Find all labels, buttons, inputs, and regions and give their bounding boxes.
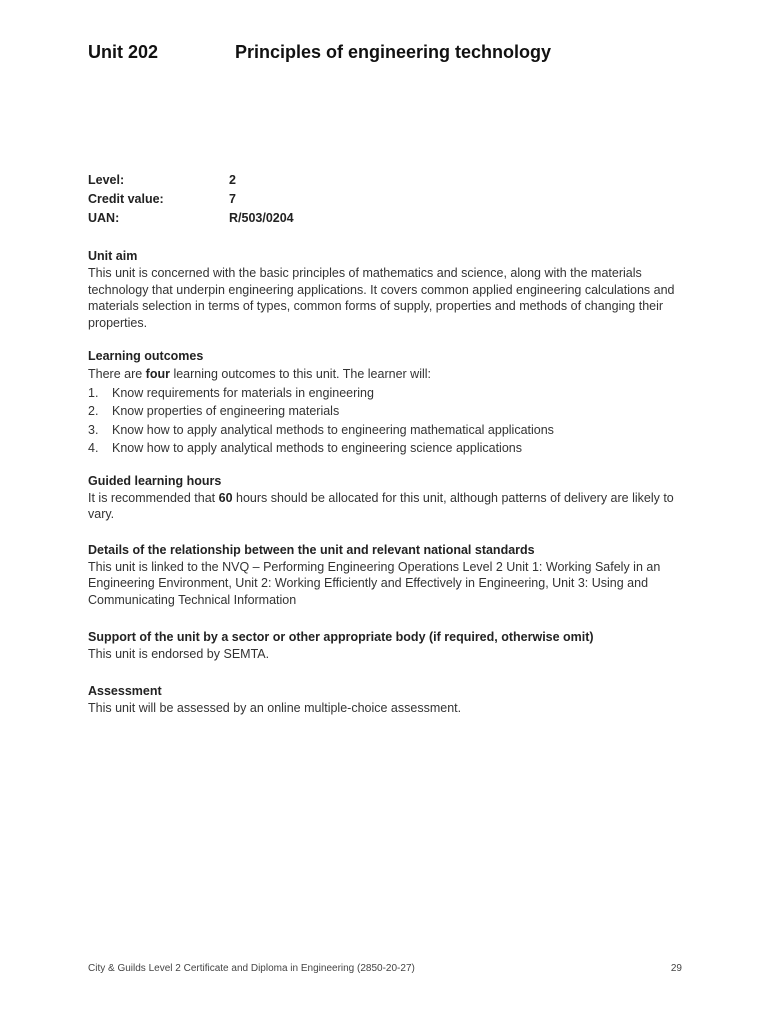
uan-row [88,211,488,230]
list-item [88,421,688,440]
unit-aim-heading: Unit aim [88,249,138,263]
list-item [88,402,688,421]
level-row [88,173,488,192]
list-item [88,439,688,458]
learning-outcomes-heading: Learning outcomes [88,349,204,363]
footer-title: City & Guilds Level 2 Certificate and Diploma in Engineering (2850-20-27) [88,963,415,974]
learning-outcomes-intro [88,365,688,384]
level-label: Level: [88,173,125,187]
guided-hours-text [88,490,688,523]
unit-number: Unit 202 [88,42,159,62]
list-item-number: 2. [88,404,99,418]
support-heading: Support of the unit by a sector or other appropriate body (if required, otherwise omit) [88,630,594,644]
document-content [88,248,688,716]
assessment-heading: Assessment [88,683,162,698]
list-item-number: 1. [88,385,99,400]
intro-text-after: learning outcomes to this unit. The learner will: [169,367,431,381]
assessment-section [88,683,688,717]
national-standards-heading: Details of the relationship between the unit and relevant national standards [88,542,535,557]
assessment-text: This unit will be assessed by an online multiple-choice assessment. [88,700,462,715]
support-text: This unit is endorsed by SEMTA. [88,647,270,661]
intro-text-before: There are [88,367,146,381]
list-item-number: 3. [88,422,99,437]
unit-title: Principles of engineering technology [235,42,552,62]
uan-label: UAN: [88,211,120,225]
national-standards-text: This unit is linked to the NVQ – Performing Engineering Operations Level 2 Unit 1: Working Safely in an Engineering Environment, Unit 2: Working Efficiently and Effectively in Engineering, Unit 3: Using and Communicating Technical Information [88,559,661,607]
unit-meta [88,173,488,230]
list-item-text: Know properties of engineering materials [112,404,340,418]
credit-value: 7 [229,192,236,206]
national-standards-section [88,542,688,609]
guided-hours-section [88,473,688,523]
list-item-text: Know requirements for materials in engineering [112,385,374,400]
page-footer [88,963,682,979]
level-value: 2 [229,173,236,187]
credit-row [88,192,488,211]
credit-label: Credit value: [88,192,164,206]
support-section [88,629,688,663]
list-item-text: Know how to apply analytical methods to engineering mathematical applications [112,422,554,437]
page-number: 29 [670,963,682,974]
guided-hours-text-before: It is recommended that [88,490,219,505]
outcomes-count: four [145,367,170,381]
unit-aim-section [88,248,688,331]
list-item-number: 4. [88,441,99,455]
list-item-text: Know how to apply analytical methods to engineering science applications [112,441,522,455]
uan-value: R/503/0204 [229,211,294,225]
list-item [88,384,688,403]
outcomes-list [88,384,688,458]
guided-hours-text-after: hours should be allocated for this unit, although patterns of delivery are likely to vary. [88,490,674,521]
guided-hours-heading: Guided learning hours [88,473,222,488]
learning-outcomes-section [88,348,688,458]
unit-aim-text: This unit is concerned with the basic principles of mathematics and science, along with the materials technology that underpin engineering applications. It covers common applied engineering calculations and materials selection in terms of types, common forms of supply, properties and methods of changing their properties. [88,266,675,330]
unit-header [88,42,688,70]
guided-hours-value: 60 [218,490,233,505]
